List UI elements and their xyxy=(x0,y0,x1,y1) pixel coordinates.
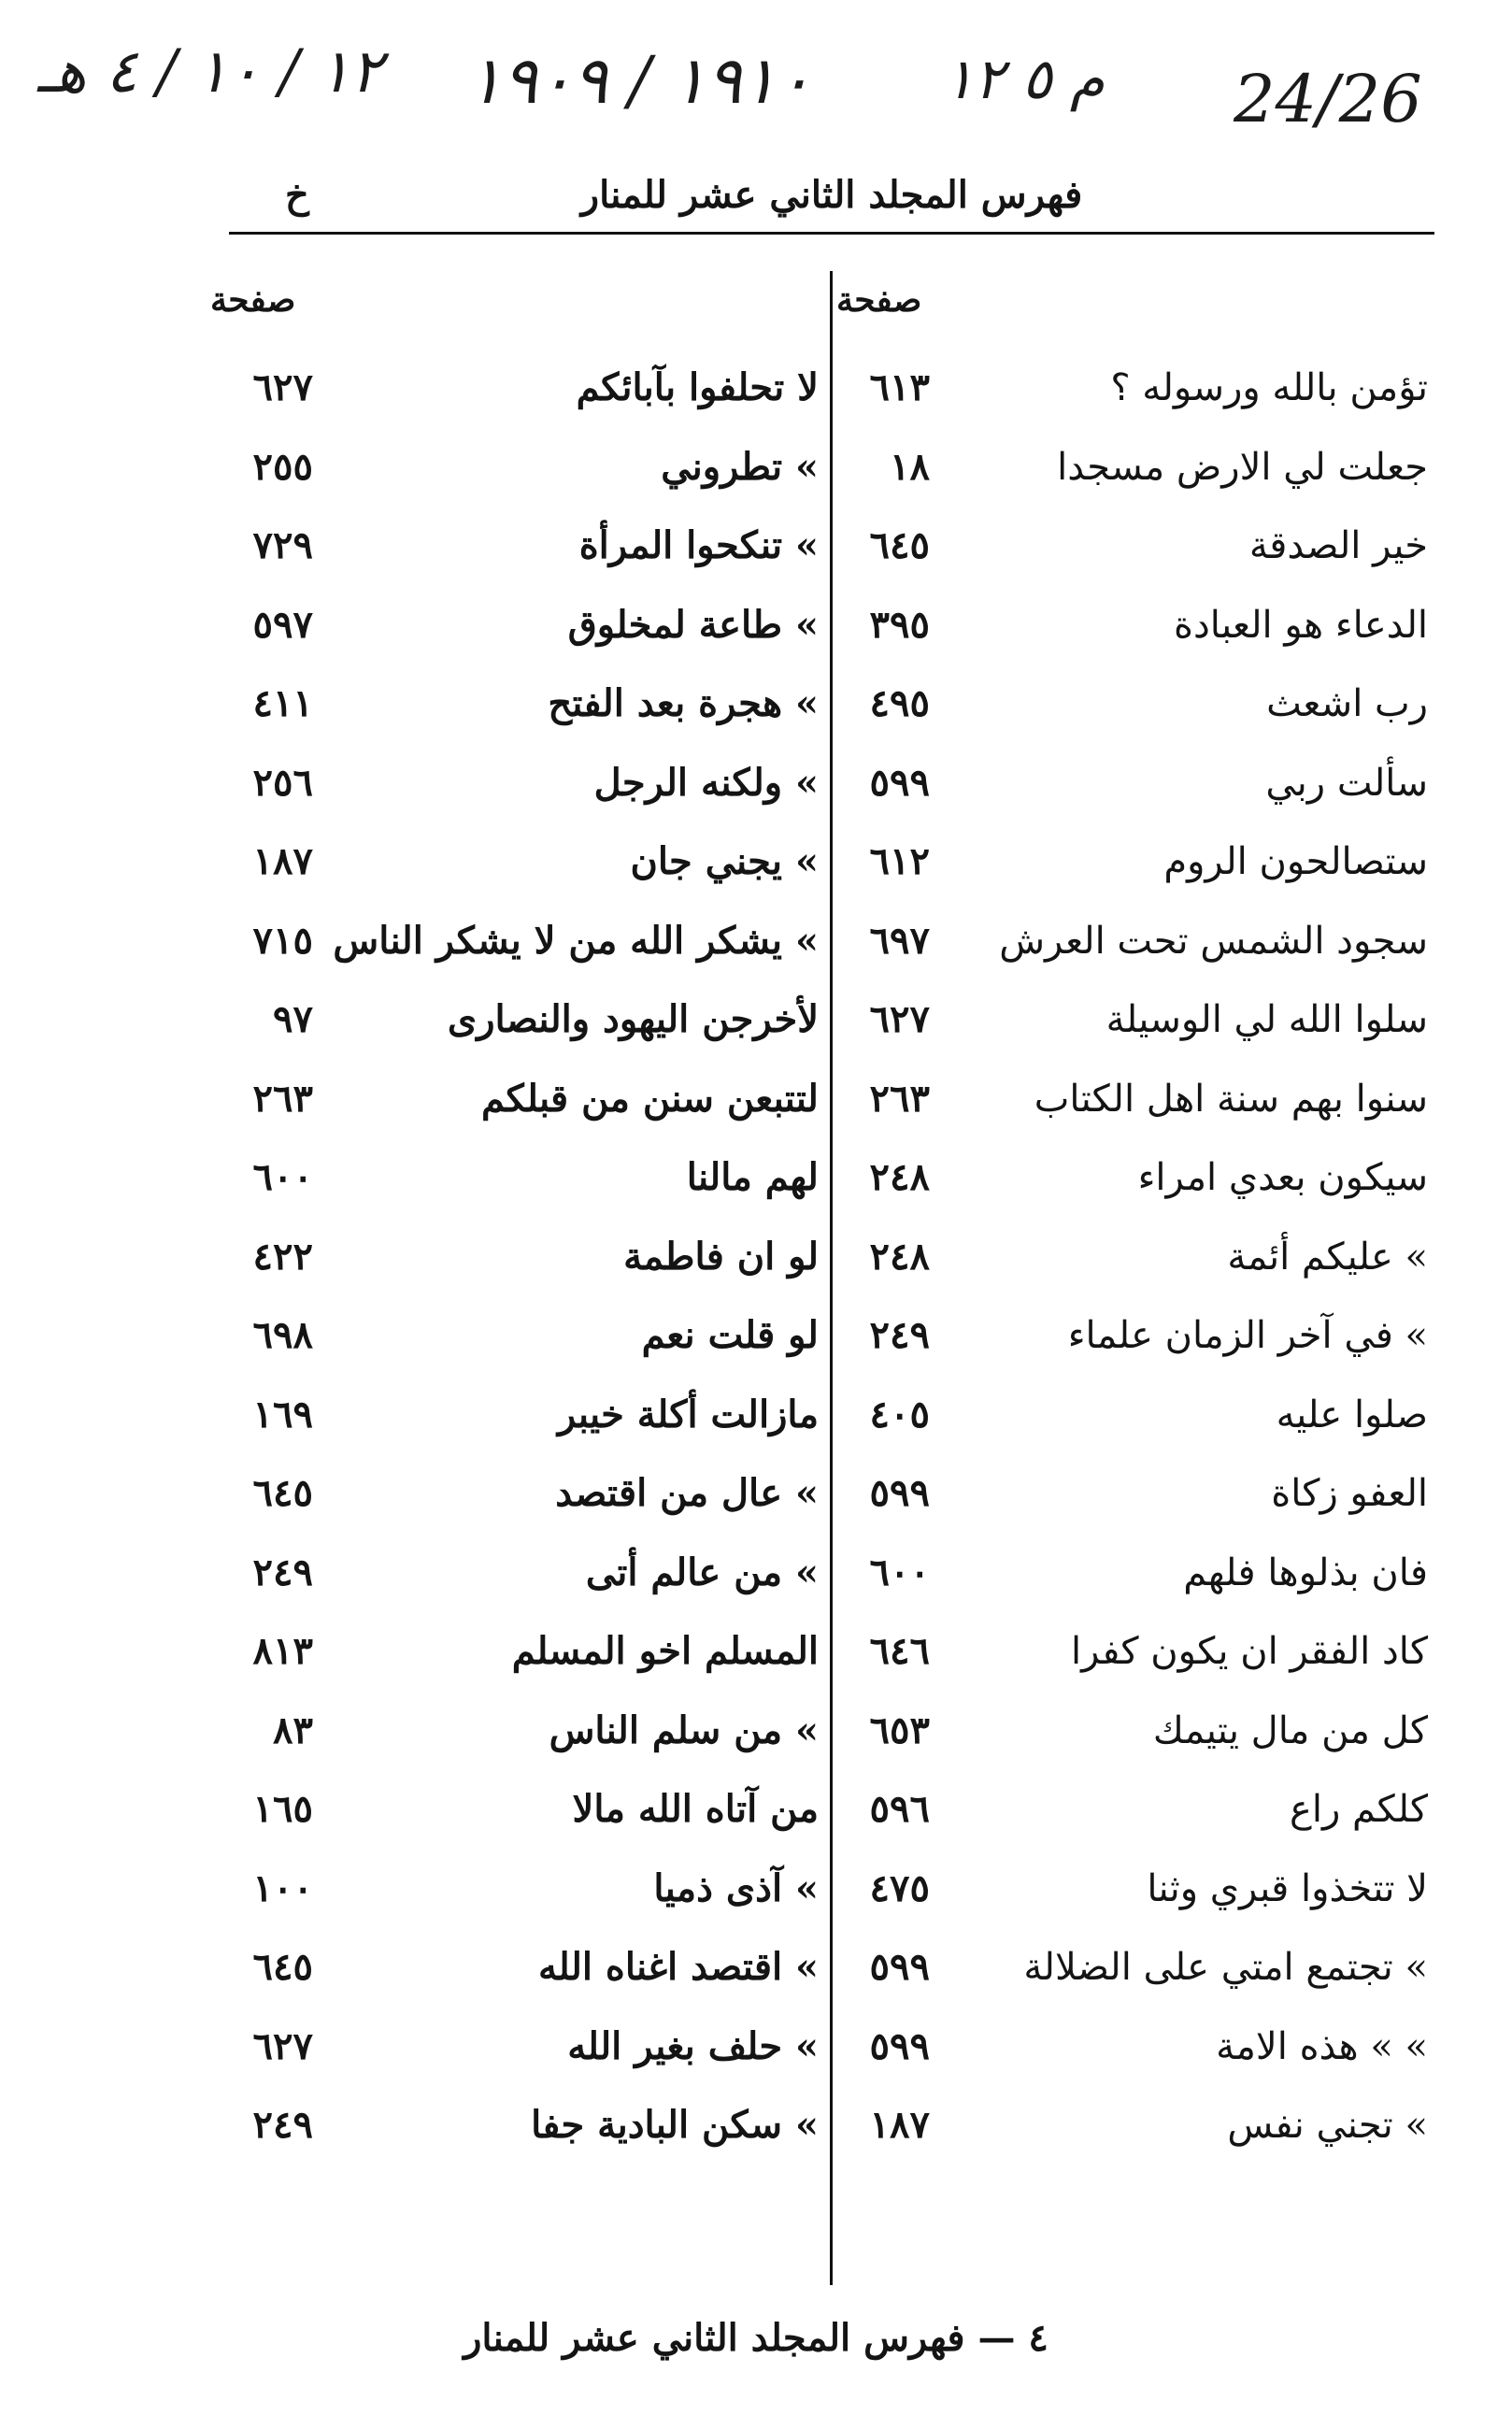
index-row xyxy=(0,518,1512,574)
entry-text-left: » تنكحوا المرأة xyxy=(578,523,819,567)
entry-text-left: » عال من اقتصد xyxy=(555,1471,819,1515)
entry-text-left: » من عالم أتى xyxy=(585,1550,819,1594)
entry-page-left: ٦٠٠ xyxy=(252,1155,313,1199)
entry-text-left: » يجني جان xyxy=(630,839,819,883)
entry-page-right: ٦٩٧ xyxy=(869,918,930,963)
entry-page-right: ٢٤٨ xyxy=(869,1155,930,1199)
index-row xyxy=(0,2097,1512,2153)
entry-page-right: ٥٩٩ xyxy=(869,1471,930,1515)
entry-page-left: ٦٩٨ xyxy=(252,1313,313,1357)
index-row xyxy=(0,1150,1512,1206)
entry-text-left: لهم مالنا xyxy=(686,1155,819,1199)
left-column-page-label: صفحة xyxy=(210,280,296,320)
entry-page-right: ٤٧٥ xyxy=(869,1865,930,1910)
entry-page-right: ٣٩٥ xyxy=(869,602,930,647)
index-row xyxy=(0,1861,1512,1917)
entry-text-left: المسلم اخو المسلم xyxy=(511,1629,819,1673)
entry-text-left: » هجرة بعد الفتح xyxy=(548,681,819,725)
entry-text-left: » اقتصد اغناه الله xyxy=(538,1945,819,1989)
entry-page-left: ٢٥٥ xyxy=(252,444,313,489)
entry-page-left: ٨١٣ xyxy=(252,1629,313,1673)
entry-text-right: كل من مال يتيمك xyxy=(1152,1708,1428,1752)
entry-page-right: ٦٠٠ xyxy=(869,1550,930,1594)
entry-page-left: ٦٢٧ xyxy=(252,2023,313,2068)
entry-page-left: ٢٥٦ xyxy=(252,760,313,805)
entry-text-left: لأخرجن اليهود والنصارى xyxy=(447,997,819,1041)
entry-text-right: » في آخر الزمان علماء xyxy=(1067,1314,1428,1357)
entry-text-left: » طاعة لمخلوق xyxy=(567,602,819,647)
handwritten-annotations xyxy=(0,19,1512,187)
entry-text-right: لا تتخذوا قبري وثنا xyxy=(1147,1866,1428,1910)
entry-page-right: ٥٩٩ xyxy=(869,1945,930,1989)
entry-page-right: ٦٥٣ xyxy=(869,1708,930,1752)
entry-text-right: » تجني نفس xyxy=(1227,2104,1428,2147)
index-row xyxy=(0,992,1512,1048)
index-row xyxy=(0,439,1512,495)
entry-text-right: سيكون بعدي امراء xyxy=(1137,1156,1428,1199)
entry-page-right: ٦٤٥ xyxy=(869,523,930,567)
index-row xyxy=(0,1308,1512,1364)
entry-text-left: » سكن البادية جفا xyxy=(531,2103,819,2147)
header-title: فهرس المجلد الثاني عشر للمنار xyxy=(580,173,1083,217)
entry-text-right: » » هذه الامة xyxy=(1216,2024,1428,2068)
entry-page-right: ٤٠٥ xyxy=(869,1392,930,1436)
index-row xyxy=(0,913,1512,969)
entry-page-right: ٢٦٣ xyxy=(869,1076,930,1121)
entry-text-left: » يشكر الله من لا يشكر الناس xyxy=(333,918,819,963)
page-footer: ٤ — فهرس المجلد الثاني عشر للمنار xyxy=(464,2316,1048,2360)
entry-text-right: سلوا الله لي الوسيلة xyxy=(1105,998,1428,1041)
index-row xyxy=(0,597,1512,653)
index-row xyxy=(0,1071,1512,1127)
entry-text-left: لو قلت نعم xyxy=(641,1313,819,1357)
entry-page-right: ١٨ xyxy=(890,444,930,489)
entry-page-left: ١٦٩ xyxy=(252,1392,313,1436)
entry-page-left: ٧٢٩ xyxy=(252,523,313,567)
entry-page-right: ٥٩٩ xyxy=(869,2023,930,2068)
entry-page-right: ٦٢٧ xyxy=(869,997,930,1041)
page-header xyxy=(229,173,1434,229)
entry-text-right: صلوا عليه xyxy=(1276,1393,1428,1436)
index-row xyxy=(0,1387,1512,1443)
entry-text-left: » تطروني xyxy=(661,444,819,489)
entry-text-right: الدعاء هو العبادة xyxy=(1174,603,1428,647)
entry-page-left: ١٨٧ xyxy=(252,839,313,883)
entry-text-right: كلكم راع xyxy=(1289,1788,1428,1831)
handwritten-volume-note: م ٥ ١٢ xyxy=(944,47,1105,112)
index-row xyxy=(0,360,1512,416)
index-row xyxy=(0,2019,1512,2075)
entry-page-left: ٤١١ xyxy=(252,681,313,725)
handwritten-dates: ١٩١٠ / ١٩٠٩ xyxy=(467,42,812,119)
entry-text-right: جعلت لي الارض مسجدا xyxy=(1057,445,1428,489)
entry-text-left: » من سلم الناس xyxy=(549,1708,819,1752)
entry-page-left: ٦٤٥ xyxy=(252,1945,313,1989)
right-column-page-label: صفحة xyxy=(836,280,922,320)
entry-text-left: مازالت أكلة خيبر xyxy=(557,1392,819,1436)
header-rule xyxy=(229,232,1434,235)
entry-text-right: » عليكم أئمة xyxy=(1227,1235,1428,1279)
index-row xyxy=(0,1781,1512,1837)
index-row xyxy=(0,834,1512,890)
entry-page-right: ٦١٢ xyxy=(869,839,930,883)
entry-text-right: العفو زكاة xyxy=(1271,1472,1428,1515)
entry-text-right: » تجتمع امتي على الضلالة xyxy=(1023,1946,1428,1989)
entry-page-right: ٥٩٩ xyxy=(869,760,930,805)
entry-page-left: ٢٦٣ xyxy=(252,1076,313,1121)
entry-text-left: لو ان فاطمة xyxy=(623,1234,819,1279)
index-row xyxy=(0,755,1512,811)
entry-text-right: سنوا بهم سنة اهل الكتاب xyxy=(1034,1077,1428,1121)
index-row xyxy=(0,1229,1512,1285)
entry-page-right: ٦١٣ xyxy=(869,365,930,409)
entry-text-right: كاد الفقر ان يكون كفرا xyxy=(1071,1630,1428,1673)
index-row xyxy=(0,1623,1512,1679)
entry-page-left: ٩٧ xyxy=(273,997,313,1041)
entry-page-right: ٤٩٥ xyxy=(869,681,930,725)
entry-text-right: خير الصدقة xyxy=(1248,524,1428,567)
entry-page-left: ٥٩٧ xyxy=(252,602,313,647)
entry-page-left: ٢٤٩ xyxy=(252,1550,313,1594)
entry-text-right: فان بذلوها فلهم xyxy=(1183,1550,1428,1594)
entry-text-right: سألت ربي xyxy=(1265,761,1428,805)
entry-text-right: تؤمن بالله ورسوله ؟ xyxy=(1110,366,1428,409)
entry-page-right: ٥٩٦ xyxy=(869,1787,930,1831)
entry-text-left: » حلف بغير الله xyxy=(567,2023,819,2068)
index-row xyxy=(0,676,1512,732)
entry-page-left: ٦٢٧ xyxy=(252,365,313,409)
entry-text-left: لا تحلفوا بآبائكم xyxy=(576,365,819,409)
header-letter: خ xyxy=(285,173,309,217)
entry-page-left: ٦٤٥ xyxy=(252,1471,313,1515)
entry-page-left: ١٦٥ xyxy=(252,1787,313,1831)
entry-text-left: لتتبعن سنن من قبلكم xyxy=(481,1076,819,1121)
entry-page-left: ٧١٥ xyxy=(252,918,313,963)
entry-text-right: سجود الشمس تحت العرش xyxy=(999,919,1428,963)
handwritten-page-ref: 24/26 xyxy=(1234,61,1422,137)
handwritten-left-note: ١٢ / ١٠ / ٤ هـ xyxy=(37,37,383,107)
entry-page-right: ٢٤٨ xyxy=(869,1234,930,1279)
entry-page-left: ١٠٠ xyxy=(252,1865,313,1910)
entry-text-left: » آذى ذميا xyxy=(653,1865,819,1910)
index-row xyxy=(0,1939,1512,1995)
index-row xyxy=(0,1545,1512,1601)
entry-text-left: من آتاه الله مالا xyxy=(572,1787,819,1831)
entry-text-right: رب اشعث xyxy=(1266,682,1428,725)
index-row xyxy=(0,1703,1512,1759)
entry-page-left: ٨٣ xyxy=(273,1708,313,1752)
entry-page-left: ٤٢٢ xyxy=(252,1234,313,1279)
entry-text-left: » ولكنه الرجل xyxy=(593,760,819,805)
entry-text-right: ستصالحون الروم xyxy=(1163,840,1428,883)
entry-page-left: ٢٤٩ xyxy=(252,2103,313,2147)
entry-page-right: ٢٤٩ xyxy=(869,1313,930,1357)
entry-page-right: ٦٤٦ xyxy=(869,1629,930,1673)
entry-page-right: ١٨٧ xyxy=(869,2103,930,2147)
index-row xyxy=(0,1465,1512,1522)
